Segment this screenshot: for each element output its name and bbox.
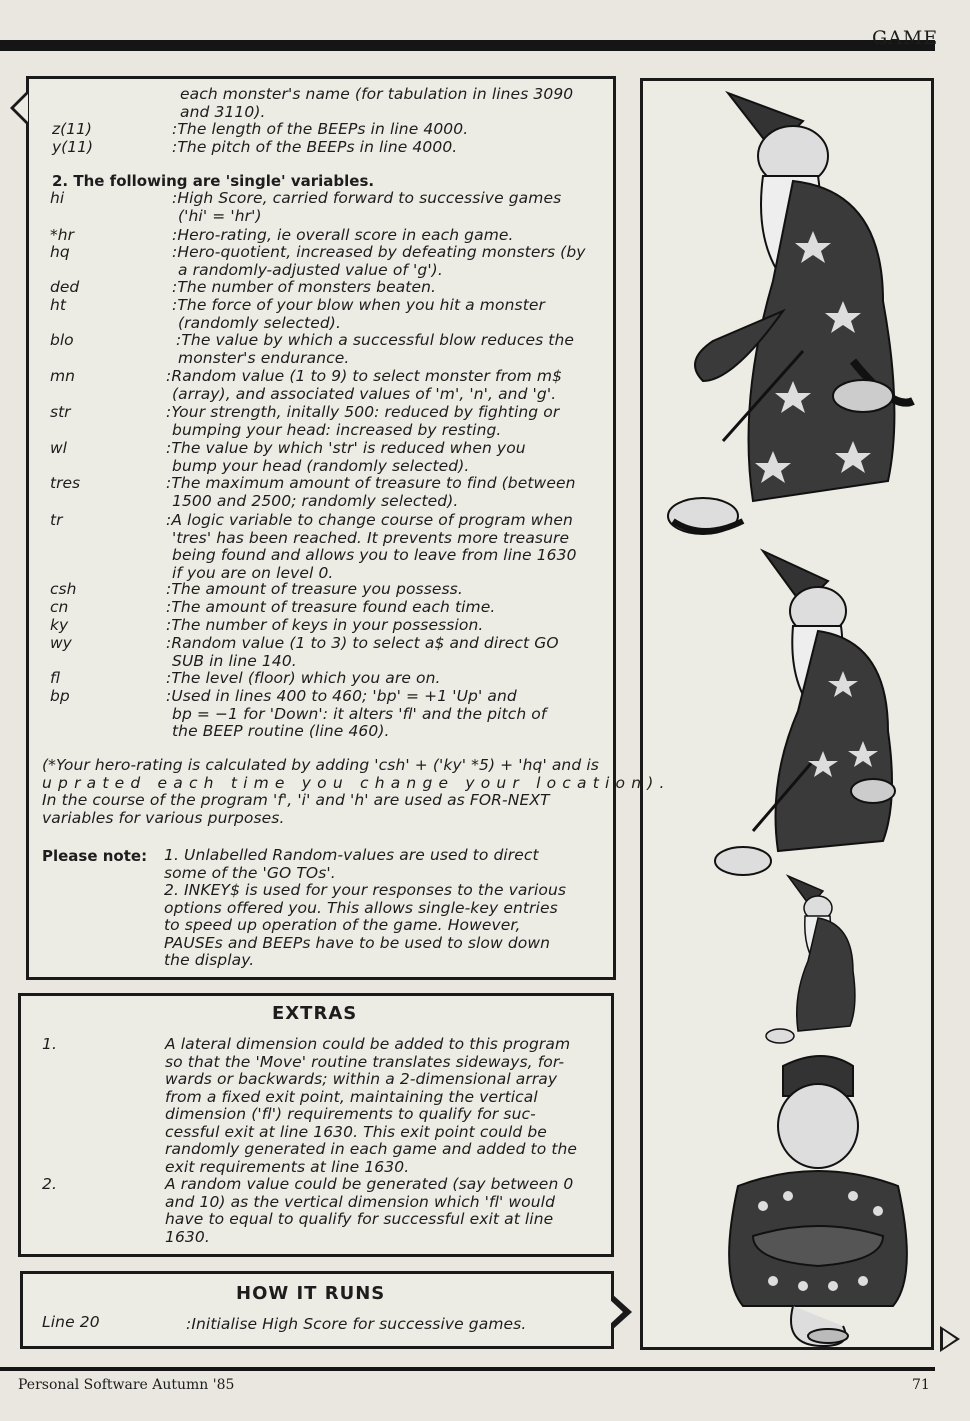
extras-line: 1630. (165, 1227, 210, 1246)
variable-description: :The number of monsters beaten. (172, 278, 437, 296)
variable-name: blo (50, 331, 74, 349)
extras-title: EXTRAS (272, 1003, 358, 1024)
variable-name: tres (50, 474, 81, 492)
extras-line: A random value could be generated (say between 0 (165, 1175, 574, 1193)
variable-description: (array), and associated values of 'm', 'n', and 'g'. (172, 384, 557, 403)
variable-description: :The amount of treasure found each time. (166, 598, 496, 616)
variable-name: hq (50, 243, 70, 261)
variable-name: y(11) (52, 137, 93, 156)
variable-description: if you are on level 0. (172, 563, 334, 582)
extras-line: so that the 'Move' routine translates sideways, for- (165, 1052, 565, 1071)
extras-line: randomly generated in each game and added to the (165, 1140, 578, 1158)
variable-description: :The value by which 'str' is reduced when you (166, 439, 526, 457)
variable-description: SUB in line 140. (172, 651, 297, 670)
note-line: some of the 'GO TOs'. (164, 863, 336, 882)
variable-description: :High Score, carried forward to successive games (172, 189, 562, 207)
note-line: to speed up operation of the game. However, (164, 916, 521, 934)
extras-number: 2. (42, 1175, 57, 1193)
variable-description: :The pitch of the BEEPs in line 4000. (172, 137, 458, 156)
variable-name: tr (50, 511, 63, 529)
note-line: options offered you. This allows single-key entries (164, 898, 558, 917)
extras-line: dimension ('fl') requirements to qualify for suc- (165, 1105, 536, 1123)
extras-line: and 10) as the vertical dimension which 'fl' would (165, 1192, 556, 1211)
extras-line: cessful exit at line 1630. This exit point could be (165, 1122, 547, 1141)
variable-name: wy (50, 634, 72, 652)
page-number: 71 (912, 1377, 930, 1393)
footnote-line: In the course of the program 'f', 'i' and 'h' are used as FOR-NEXT (42, 791, 550, 809)
variable-name: hi (50, 189, 65, 207)
footnote-line: variables for various purposes. (42, 808, 285, 827)
variable-name: csh (50, 580, 77, 598)
variable-description: :The amount of treasure you possess. (166, 580, 463, 598)
variable-description: :The value by which a successful blow reduces the (176, 331, 575, 349)
variable-description: ('hi' = 'hr') (178, 206, 262, 225)
extras-line: A lateral dimension could be added to this program (165, 1035, 571, 1053)
variable-description: bumping your head: increased by resting. (172, 420, 502, 439)
arrow-left-icon (10, 90, 28, 126)
how-it-runs-title: HOW IT RUNS (236, 1283, 386, 1304)
variable-description: the BEEP routine (line 460). (172, 722, 390, 740)
note-label: Please note: (42, 847, 148, 865)
genie-illustration (729, 1056, 907, 1346)
wizard-illustration (715, 551, 895, 875)
note-line: 2. INKEY$ is used for your responses to the various (164, 881, 567, 899)
variable-description: bp = −1 for 'Down': it alters 'fl' and the pitch of (172, 704, 547, 723)
variable-description: :The number of keys in your possession. (166, 616, 484, 634)
footnote-line: (*Your hero-rating is calculated by adding 'csh' + ('ky' *5) + 'hq' and is (42, 756, 599, 774)
arrow-right-icon (612, 1294, 632, 1330)
header-rule (0, 40, 935, 51)
variable-name: bp (50, 687, 70, 705)
note-line: 1. Unlabelled Random-values are used to direct (164, 846, 539, 864)
variable-description: monster's endurance. (178, 348, 350, 367)
variable-description: :The level (floor) which you are on. (166, 669, 441, 687)
variable-name: mn (50, 367, 75, 385)
variable-name: ded (50, 278, 80, 296)
variable-description: :Your strength, initally 500: reduced by fighting or (166, 403, 560, 421)
line-description: :Initialise High Score for successive games. (186, 1315, 527, 1333)
note-line: PAUSEs and BEEPs have to be used to slow down (164, 933, 551, 952)
section-heading: 2. The following are 'single' variables. (52, 172, 375, 190)
extras-line: from a fixed exit point, maintaining the vertical (165, 1087, 538, 1106)
variable-description: bump your head (randomly selected). (172, 456, 470, 475)
variable-description: a randomly-adjusted value of 'g'). (178, 260, 443, 279)
variable-description: :Random value (1 to 3) to select a$ and direct GO (166, 634, 559, 652)
wizard-illustration (668, 93, 913, 534)
section-label: GAME (872, 27, 939, 49)
variable-description: :Hero-rating, ie overall score in each game. (172, 226, 514, 244)
variable-description: being found and allows you to leave from line 1630 (172, 546, 577, 564)
variable-description: :The force of your blow when you hit a monster (172, 296, 545, 314)
wizard-illustrations (643, 81, 931, 1347)
variable-name: ht (50, 296, 66, 314)
illustration-panel (640, 78, 934, 1350)
variable-description: :A logic variable to change course of program when (166, 511, 573, 529)
arrow-far-right-icon (940, 1326, 960, 1352)
line-label: Line 20 (42, 1313, 100, 1331)
variable-description: :Used in lines 400 to 460; 'bp' = +1 'Up' and (166, 687, 517, 705)
variable-name: cn (50, 598, 69, 616)
footnote-line: uprated each time you change your location). (42, 773, 671, 792)
variable-name: ky (50, 616, 69, 634)
variable-description: :The maximum amount of treasure to find (between (166, 474, 576, 492)
variable-description: (randomly selected). (178, 313, 341, 332)
variable-description: 'tres' has been reached. It prevents more treasure (172, 528, 570, 547)
variable-description: :Random value (1 to 9) to select monster from m$ (166, 367, 563, 385)
variable-name: str (50, 403, 71, 421)
variable-description: :The length of the BEEPs in line 4000. (172, 120, 469, 138)
publication-name: Personal Software Autumn '85 (18, 1377, 235, 1393)
extras-line: exit requirements at line 1630. (165, 1157, 410, 1176)
note-line: the display. (164, 951, 255, 969)
extras-number: 1. (42, 1035, 57, 1053)
variable-description: 1500 and 2500; randomly selected). (172, 491, 459, 510)
variable-description: each monster's name (for tabulation in lines 3090 (180, 85, 574, 103)
footer-rule (0, 1367, 935, 1371)
variable-description: and 3110). (180, 102, 266, 121)
variable-name: wl (50, 439, 67, 457)
wizard-illustration (766, 876, 855, 1043)
variable-name: fl (50, 669, 61, 687)
variable-name: z(11) (52, 120, 92, 138)
extras-line: wards or backwards; within a 2-dimensional array (165, 1070, 558, 1088)
variable-name: *hr (50, 226, 74, 244)
variable-description: :Hero-quotient, increased by defeating monsters (by (172, 243, 586, 261)
extras-line: have to equal to qualify for successful exit at line (165, 1210, 554, 1228)
